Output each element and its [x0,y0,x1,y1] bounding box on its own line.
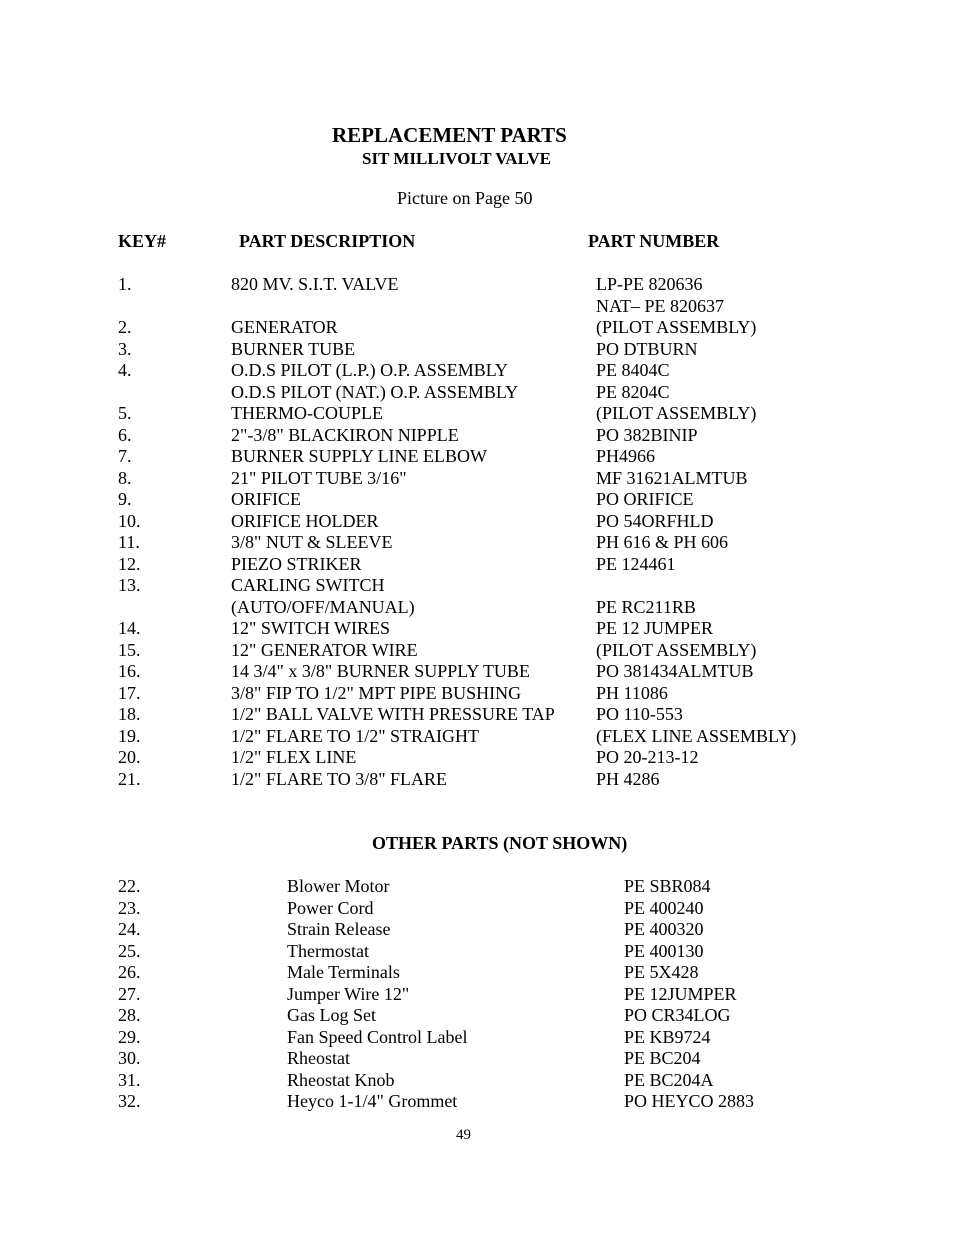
part-number: PH 4286 [596,768,660,789]
column-header-part-number: PART NUMBER [588,231,720,251]
part-description: GENERATOR [231,317,338,337]
other-part-key: 31. [118,1069,141,1090]
part-key: 21. [118,768,141,789]
part-number: MF 31621ALMTUB [596,467,748,488]
part-description: 1/2" FLEX LINE [231,747,357,767]
part-number: PO DTBURN [596,338,698,359]
part-key: 8. [118,467,132,488]
part-key: 2. [118,317,132,337]
other-part-key: 32. [118,1091,141,1111]
other-part-number: PE 5X428 [624,962,699,982]
other-part-number: PE 12JUMPER [624,983,737,1004]
other-part-description: Thermostat [287,940,369,961]
part-number: LP-PE 820636 [596,274,703,294]
part-description: ORIFICE HOLDER [231,510,379,531]
part-key: 20. [118,747,141,767]
other-parts-title: OTHER PARTS (NOT SHOWN) [372,833,628,853]
part-description: O.D.S PILOT (NAT.) O.P. ASSEMBLY [231,381,519,402]
page-title: REPLACEMENT PARTS [332,123,567,147]
part-key: 18. [118,704,141,724]
part-description: 1/2" BALL VALVE WITH PRESSURE TAP [231,704,555,724]
part-key: 10. [118,510,141,531]
other-part-description: Heyco 1-1/4" Grommet [287,1091,458,1111]
part-number: (PILOT ASSEMBLY) [596,403,757,423]
other-part-number: PO CR34LOG [624,1005,731,1025]
part-description: ORIFICE [231,489,302,509]
picture-note: Picture on Page 50 [397,188,533,208]
part-number: PE 12 JUMPER [596,618,714,638]
other-part-key: 24. [118,919,141,939]
part-key: 12. [118,553,141,574]
part-number: PH 11086 [596,682,668,703]
part-key: 6. [118,424,132,445]
other-part-key: 27. [118,983,141,1004]
part-description: 12" GENERATOR WIRE [231,639,418,660]
other-part-description: Male Terminals [287,962,400,982]
part-key: 3. [118,338,132,359]
part-description: PIEZO STRIKER [231,553,362,574]
part-number: PE 8404C [596,360,670,380]
part-description: 3/8" NUT & SLEEVE [231,532,393,552]
other-part-number: PE BC204 [624,1048,701,1068]
column-header-key: KEY# [118,231,167,251]
part-key: 15. [118,639,141,660]
part-number: PO 54ORFHLD [596,510,714,531]
part-key: 7. [118,446,132,466]
part-number: PH4966 [596,446,656,466]
part-number: PE 8204C [596,381,670,402]
part-number: (PILOT ASSEMBLY) [596,639,757,660]
other-part-description: Strain Release [287,919,391,939]
other-part-key: 29. [118,1026,141,1047]
other-part-key: 28. [118,1005,141,1025]
other-part-key: 22. [118,876,141,896]
other-part-number: PE KB9724 [624,1026,711,1047]
part-key: 4. [118,360,132,380]
other-part-number: PE 400130 [624,940,704,961]
other-part-number: PO HEYCO 2883 [624,1091,755,1111]
other-part-description: Rheostat Knob [287,1069,395,1090]
part-number: (PILOT ASSEMBLY) [596,317,757,337]
part-number: PE 124461 [596,553,676,574]
other-part-description: Power Cord [287,897,374,918]
other-part-number: PE BC204A [624,1069,714,1090]
other-part-description: Gas Log Set [287,1005,376,1025]
part-description: 12" SWITCH WIRES [231,618,391,638]
part-description: THERMO-COUPLE [231,403,383,423]
other-part-description: Rheostat [287,1048,350,1068]
part-description: 3/8" FIP TO 1/2" MPT PIPE BUSHING [231,682,522,703]
part-key: 1. [118,274,132,294]
part-number: PO ORIFICE [596,489,694,509]
part-description: O.D.S PILOT (L.P.) O.P. ASSEMBLY [231,360,508,380]
part-description: BURNER TUBE [231,338,356,359]
part-key: 13. [118,575,141,595]
other-part-number: PE 400240 [624,897,704,918]
part-number: NAT– PE 820637 [596,295,725,316]
column-header-description: PART DESCRIPTION [239,231,416,251]
part-key: 5. [118,403,132,423]
part-description: 820 MV. S.I.T. VALVE [231,274,399,294]
other-part-description: Fan Speed Control Label [287,1026,468,1047]
part-description: 1/2" FLARE TO 1/2" STRAIGHT [231,725,480,746]
part-description: (AUTO/OFF/MANUAL) [231,596,415,617]
other-part-key: 23. [118,897,141,918]
part-number: PO 382BINIP [596,424,698,445]
page-number: 49 [456,1127,471,1143]
part-number: PE RC211RB [596,596,696,617]
part-number: PO 381434ALMTUB [596,661,754,681]
part-number: PO 110-553 [596,704,683,724]
page-subtitle: SIT MILLIVOLT VALVE [362,149,551,168]
part-key: 11. [118,532,140,552]
other-part-key: 25. [118,940,141,961]
part-number: (FLEX LINE ASSEMBLY) [596,725,797,746]
part-description: 21" PILOT TUBE 3/16" [231,467,407,488]
part-key: 16. [118,661,141,681]
part-key: 19. [118,725,141,746]
part-key: 17. [118,682,141,703]
part-number: PH 616 & PH 606 [596,532,729,552]
other-part-description: Jumper Wire 12" [287,983,410,1004]
part-description: 2"-3/8" BLACKIRON NIPPLE [231,424,459,445]
part-key: 14. [118,618,141,638]
other-part-description: Blower Motor [287,876,390,896]
part-description: BURNER SUPPLY LINE ELBOW [231,446,488,466]
other-part-number: PE 400320 [624,919,704,939]
part-number: PO 20-213-12 [596,747,699,767]
other-part-key: 30. [118,1048,141,1068]
other-part-number: PE SBR084 [624,876,711,896]
other-part-key: 26. [118,962,141,982]
part-description: 1/2" FLARE TO 3/8" FLARE [231,768,448,789]
part-key: 9. [118,489,132,509]
part-description: CARLING SWITCH [231,575,385,595]
part-description: 14 3/4" x 3/8" BURNER SUPPLY TUBE [231,661,530,681]
